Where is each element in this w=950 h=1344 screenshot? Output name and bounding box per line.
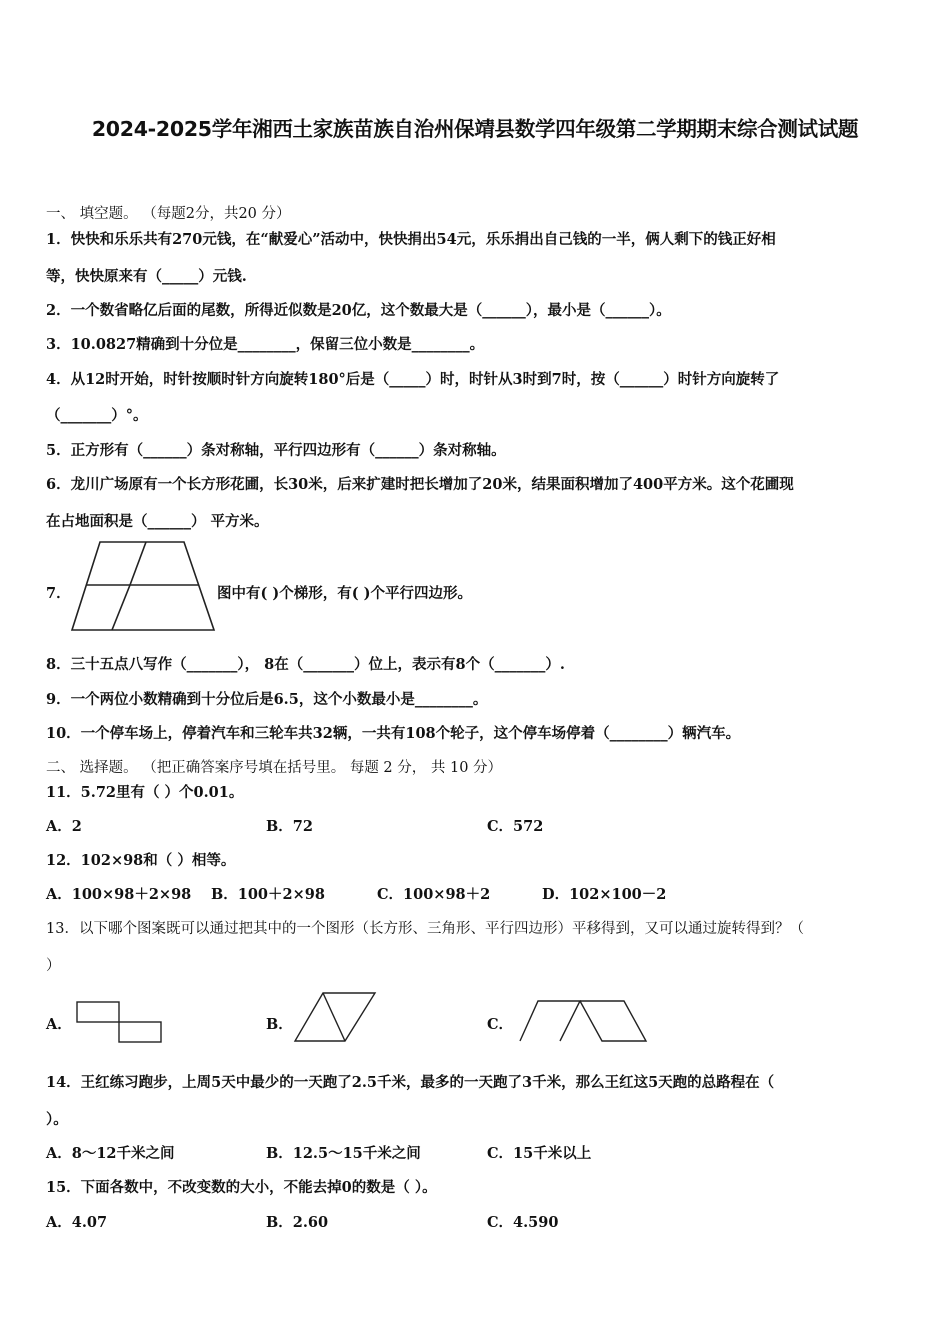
section-heading-fill-blank: 一、 填空题。 （每题2分，共20 分） (46, 206, 291, 222)
question-9: 9．一个两位小数精确到十分位后是6.5，这个小数最小是________。 (46, 691, 488, 708)
question-7-text: 图中有( )个梯形，有( )个平行四边形。 (217, 585, 473, 602)
question-6-line-1: 6．龙川广场原有一个长方形花圃，长30米，后来扩建时把长增加了20米，结果面积增加了400平方米。这个花圃现 (46, 476, 794, 493)
question-15-option-b: B．2.60 (266, 1214, 329, 1231)
question-4-line-1: 4．从12时开始，时针按顺时针方向旋转180°后是（_____）时，时针从3时到7时，按（______）时针方向旋转了 (46, 371, 780, 388)
question-10: 10．一个停车场上，停着汽车和三轮车共32辆，一共有108个轮子，这个停车场停着（________）辆汽车。 (46, 725, 741, 742)
question-13-option-a: A． (46, 1016, 72, 1033)
question-1-line-1: 1．快快和乐乐共有270元钱，在“献爱心”活动中，快快捐出54元，乐乐捐出自己钱的一半，俩人剩下的钱正好相 (46, 231, 776, 248)
question-7-number: 7． (46, 585, 71, 602)
question-2: 2．一个数省略亿后面的尾数，所得近似数是20亿，这个数最大是（______），最小是（______）。 (46, 302, 671, 319)
question-15-option-c: C．4.590 (487, 1214, 559, 1231)
question-13-line-1: 13．以下哪个图案既可以通过把其中的一个图形（长方形、三角形、平行四边形）平移得到，又可以通过旋转得到？（ (46, 921, 804, 937)
question-13-option-b: B． (266, 1016, 293, 1033)
question-8: 8．三十五点八写作（_______）， 8在（_______）位上，表示有8个（_______）. (46, 656, 565, 673)
page-title: 2024-2025学年湘西土家族苗族自治州保靖县数学四年级第二学期期末综合测试试题 (91, 117, 859, 141)
question-11-option-c: C．572 (487, 818, 544, 835)
question-14-line-2: ）。 (46, 1111, 68, 1128)
question-12-option-c: C．100×98＋2 (377, 886, 491, 903)
question-14-option-b: B．12.5～15千米之间 (266, 1145, 421, 1162)
question-12-option-b: B．100＋2×98 (211, 886, 325, 903)
question-5: 5．正方形有（______）条对称轴，平行四边形有（______）条对称轴。 (46, 442, 506, 459)
question-12: 12．102×98和（ ）相等。 (46, 852, 236, 869)
parallelograms-figure (518, 999, 648, 1043)
triangles-figure (293, 991, 377, 1043)
question-14-option-a: A．8～12千米之间 (46, 1145, 175, 1162)
rectangles-figure (76, 1001, 164, 1045)
section-heading-choice: 二、 选择题。 （把正确答案序号填在括号里。 每题 2 分， 共 10 分） (46, 760, 503, 776)
question-15-option-a: A．4.07 (46, 1214, 108, 1231)
question-11-option-a: A．2 (46, 818, 82, 835)
question-12-option-a: A．100×98＋2×98 (46, 886, 192, 903)
question-12-option-d: D．102×100－2 (542, 886, 667, 903)
question-1-line-2: 等，快快原来有（_____）元钱. (46, 268, 247, 285)
question-11: 11．5.72里有（ ）个0.01。 (46, 784, 244, 801)
question-14-line-1: 14．王红练习跑步，上周5天中最少的一天跑了2.5千米，最多的一天跑了3千米，那么王红这5天跑的总路程在（ (46, 1074, 775, 1091)
question-6-line-2: 在占地面积是（______） 平方米。 (46, 513, 269, 530)
trapezoid-figure (70, 540, 216, 632)
question-13-option-c: C． (487, 1016, 514, 1033)
question-13-line-2: ） (46, 958, 61, 974)
question-15: 15．下面各数中，不改变数的大小，不能去掉0的数是（ ）。 (46, 1179, 437, 1196)
question-11-option-b: B．72 (266, 818, 313, 835)
question-14-option-c: C．15千米以上 (487, 1145, 592, 1162)
question-4-line-2: （_______）°。 (46, 407, 148, 424)
question-3: 3．10.0827精确到十分位是________，保留三位小数是________。 (46, 336, 485, 353)
